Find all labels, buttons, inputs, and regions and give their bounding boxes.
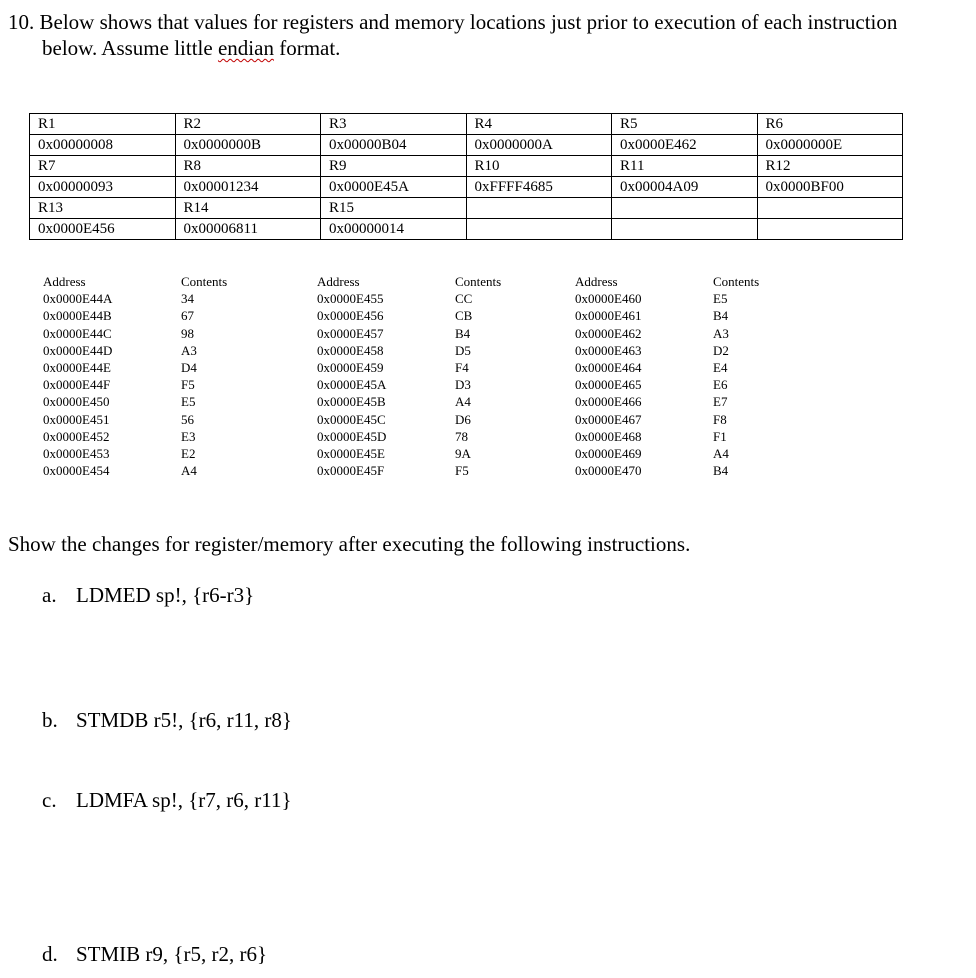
instruction-letter: a.	[42, 583, 57, 607]
memory-row	[317, 290, 535, 307]
register-name-cell: R5	[612, 114, 758, 135]
register-value-cell: 0x00000014	[321, 219, 467, 240]
memory-row	[43, 462, 261, 479]
instruction-a	[42, 583, 254, 608]
memory-address: 0x0000E45C	[317, 411, 386, 427]
memory-header-row	[43, 273, 261, 290]
address-header: Address	[575, 274, 618, 289]
register-name-cell: R14	[175, 198, 321, 219]
memory-row	[317, 359, 535, 376]
register-name-cell: R7	[30, 156, 176, 177]
memory-contents: 98	[181, 325, 194, 341]
memory-address: 0x0000E468	[575, 428, 642, 444]
instruction-letter: c.	[42, 788, 57, 812]
memory-address: 0x0000E45F	[317, 463, 385, 479]
memory-address: 0x0000E465	[575, 377, 642, 393]
memory-contents: A4	[181, 463, 197, 479]
memory-address: 0x0000E456	[317, 308, 384, 324]
memory-row	[43, 428, 261, 445]
memory-contents: D2	[713, 342, 729, 358]
memory-contents: E6	[713, 377, 728, 393]
register-name-cell: R2	[175, 114, 321, 135]
instruction-text: STMIB r9, {r5, r2, r6}	[76, 942, 268, 966]
memory-contents: A4	[713, 446, 729, 462]
memory-address: 0x0000E45A	[317, 377, 387, 393]
register-value-row	[30, 219, 903, 240]
memory-address: 0x0000E462	[575, 325, 642, 341]
register-name-cell: R6	[757, 114, 903, 135]
instruction-c	[42, 788, 292, 813]
register-value-cell: 0x0000E456	[30, 219, 176, 240]
memory-row	[43, 376, 261, 393]
memory-row	[575, 342, 793, 359]
register-value-cell: 0x0000E45A	[321, 177, 467, 198]
register-name-cell: R12	[757, 156, 903, 177]
memory-row	[43, 342, 261, 359]
register-name-cell: R13	[30, 198, 176, 219]
register-name-cell	[466, 198, 612, 219]
memory-address: 0x0000E454	[43, 463, 110, 479]
memory-contents: B4	[713, 308, 729, 324]
memory-address: 0x0000E459	[317, 360, 384, 376]
memory-header-row	[575, 273, 793, 290]
memory-column-2	[317, 273, 535, 479]
contents-header: Contents	[455, 274, 502, 289]
memory-address: 0x0000E453	[43, 446, 110, 462]
memory-row	[43, 445, 261, 462]
register-value-cell: 0x00006811	[175, 219, 321, 240]
memory-header-row	[317, 273, 535, 290]
memory-row	[43, 411, 261, 428]
instruction-text: LDMED sp!, {r6-r3}	[76, 583, 255, 607]
memory-contents: D3	[455, 377, 471, 393]
register-value-row	[30, 135, 903, 156]
memory-address: 0x0000E469	[575, 446, 642, 462]
register-value-cell	[757, 219, 903, 240]
memory-contents: A3	[713, 325, 729, 341]
memory-address: 0x0000E464	[575, 360, 642, 376]
address-header: Address	[317, 274, 360, 289]
memory-row	[575, 307, 793, 324]
register-name-row	[30, 114, 903, 135]
register-name-cell: R10	[466, 156, 612, 177]
memory-contents: 56	[181, 411, 194, 427]
register-value-cell: 0x00001234	[175, 177, 321, 198]
register-value-cell	[612, 219, 758, 240]
register-value-cell	[466, 219, 612, 240]
memory-contents: D5	[455, 342, 471, 358]
memory-address: 0x0000E44C	[43, 325, 112, 341]
instruction-b	[42, 708, 292, 733]
register-name-cell: R11	[612, 156, 758, 177]
address-header: Address	[43, 274, 86, 289]
register-name-cell: R1	[30, 114, 176, 135]
register-name-row	[30, 156, 903, 177]
memory-row	[43, 307, 261, 324]
memory-address: 0x0000E463	[575, 342, 642, 358]
memory-row	[43, 290, 261, 307]
memory-address: 0x0000E460	[575, 291, 642, 307]
memory-row	[43, 359, 261, 376]
register-value-cell: 0xFFFF4685	[466, 177, 612, 198]
memory-row	[575, 445, 793, 462]
memory-contents: F5	[455, 463, 469, 479]
memory-contents: E3	[181, 428, 196, 444]
memory-row	[317, 376, 535, 393]
memory-address: 0x0000E470	[575, 463, 642, 479]
memory-row	[575, 393, 793, 410]
instruction-letter: b.	[42, 708, 58, 732]
contents-header: Contents	[181, 274, 228, 289]
register-value-cell: 0x00000B04	[321, 135, 467, 156]
memory-address: 0x0000E467	[575, 411, 642, 427]
register-name-cell	[612, 198, 758, 219]
memory-contents: 78	[455, 428, 468, 444]
memory-address: 0x0000E457	[317, 325, 384, 341]
memory-contents: B4	[713, 463, 729, 479]
memory-address: 0x0000E455	[317, 291, 384, 307]
memory-contents: 67	[181, 308, 194, 324]
register-name-cell: R3	[321, 114, 467, 135]
memory-address: 0x0000E461	[575, 308, 642, 324]
memory-contents: F1	[713, 428, 727, 444]
question-line-1: 10. Below shows that values for registers and memory locations just prior to execution of each instruction	[8, 10, 898, 34]
memory-row	[317, 393, 535, 410]
memory-row	[317, 411, 535, 428]
memory-contents: F5	[181, 377, 195, 393]
register-name-cell	[757, 198, 903, 219]
register-value-cell: 0x0000000B	[175, 135, 321, 156]
register-value-row	[30, 177, 903, 198]
memory-contents: 9A	[455, 446, 471, 462]
memory-row	[317, 462, 535, 479]
memory-address: 0x0000E44B	[43, 308, 112, 324]
contents-header: Contents	[713, 274, 760, 289]
spellcheck-word: endian	[217, 36, 274, 60]
memory-contents: D6	[455, 411, 471, 427]
register-value-cell: 0x0000000A	[466, 135, 612, 156]
memory-row	[575, 325, 793, 342]
memory-column-1	[43, 273, 261, 479]
register-name-cell: R9	[321, 156, 467, 177]
memory-contents: F4	[455, 360, 469, 376]
memory-row	[575, 359, 793, 376]
register-name-cell: R8	[175, 156, 321, 177]
register-value-cell: 0x00000008	[30, 135, 176, 156]
instructions-prompt: Show the changes for register/memory after executing the following instructions.	[8, 532, 691, 556]
memory-row	[317, 325, 535, 342]
memory-contents: F8	[713, 411, 727, 427]
memory-contents: 34	[181, 291, 194, 307]
memory-contents: D4	[181, 360, 197, 376]
instruction-text: STMDB r5!, {r6, r11, r8}	[76, 708, 292, 732]
question-line-2-end: format.	[273, 36, 341, 60]
memory-row	[317, 428, 535, 445]
memory-row	[317, 342, 535, 359]
register-value-cell: 0x0000E462	[612, 135, 758, 156]
instruction-letter: d.	[42, 942, 58, 966]
memory-row	[575, 290, 793, 307]
memory-contents: CC	[455, 291, 473, 307]
memory-column-3	[575, 273, 793, 479]
memory-contents: B4	[455, 325, 471, 341]
memory-row	[43, 325, 261, 342]
memory-contents: E5	[713, 291, 728, 307]
register-name-cell: R4	[466, 114, 612, 135]
memory-contents: A4	[455, 394, 471, 410]
register-value-cell: 0x00000093	[30, 177, 176, 198]
memory-contents: E7	[713, 394, 728, 410]
register-name-cell: R15	[321, 198, 467, 219]
memory-address: 0x0000E451	[43, 411, 110, 427]
register-name-row	[30, 198, 903, 219]
register-value-cell: 0x0000BF00	[757, 177, 903, 198]
memory-address: 0x0000E44E	[43, 360, 111, 376]
memory-row	[317, 445, 535, 462]
memory-row	[43, 393, 261, 410]
question-line-2-start: below. Assume little	[42, 36, 218, 60]
memory-address: 0x0000E44F	[43, 377, 111, 393]
memory-row	[575, 428, 793, 445]
memory-address: 0x0000E45E	[317, 446, 385, 462]
memory-row	[575, 462, 793, 479]
instruction-d	[42, 942, 267, 967]
instruction-text: LDMFA sp!, {r7, r6, r11}	[76, 788, 292, 812]
register-table	[29, 113, 903, 240]
memory-row	[575, 411, 793, 428]
memory-row	[317, 307, 535, 324]
memory-address: 0x0000E44D	[43, 342, 113, 358]
memory-address: 0x0000E452	[43, 428, 110, 444]
memory-address: 0x0000E466	[575, 394, 642, 410]
memory-contents: E4	[713, 360, 728, 376]
memory-contents: E5	[181, 394, 196, 410]
memory-address: 0x0000E45D	[317, 428, 387, 444]
memory-contents: A3	[181, 342, 197, 358]
memory-address: 0x0000E44A	[43, 291, 113, 307]
memory-address: 0x0000E450	[43, 394, 110, 410]
question-line-2	[42, 36, 340, 61]
memory-contents: E2	[181, 446, 196, 462]
memory-address: 0x0000E458	[317, 342, 384, 358]
memory-row	[575, 376, 793, 393]
memory-contents: CB	[455, 308, 473, 324]
memory-address: 0x0000E45B	[317, 394, 386, 410]
register-value-cell: 0x0000000E	[757, 135, 903, 156]
register-value-cell: 0x00004A09	[612, 177, 758, 198]
